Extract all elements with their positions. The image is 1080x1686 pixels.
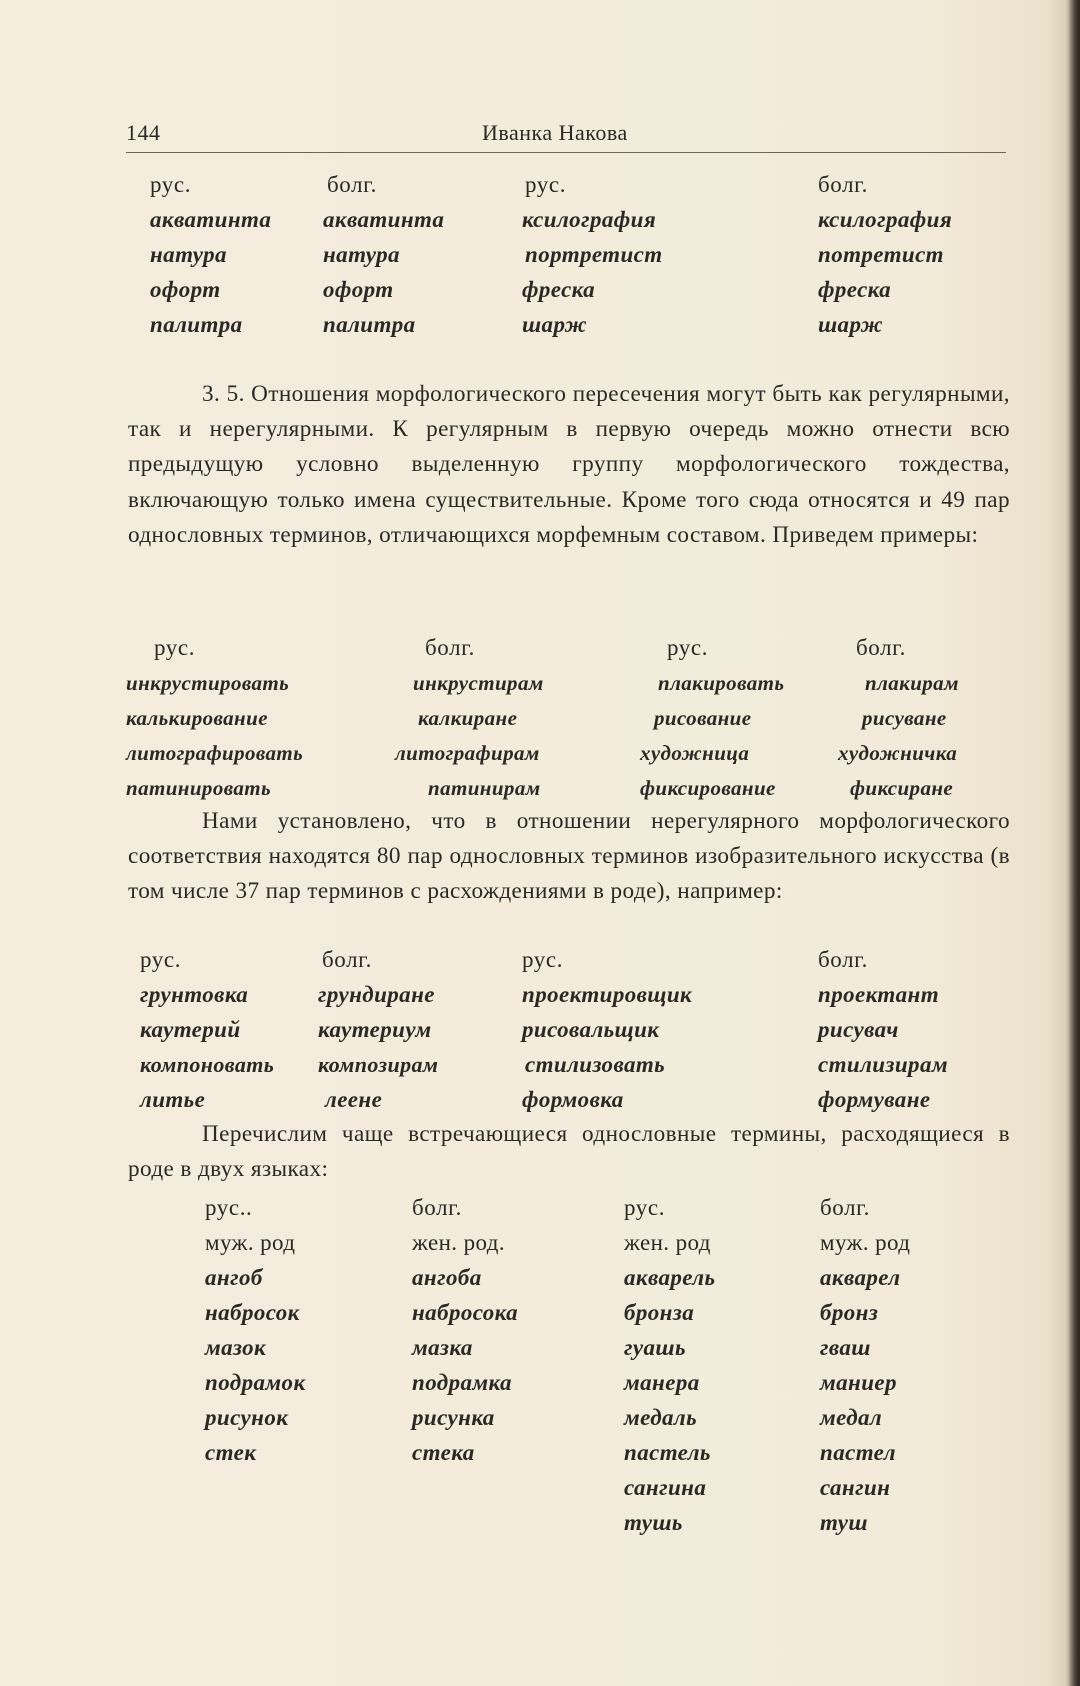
table-cell: фреска bbox=[818, 277, 892, 302]
table-cell: жен. род. bbox=[412, 1230, 505, 1255]
table-cell: рисунок bbox=[205, 1405, 289, 1430]
table-row bbox=[0, 703, 1080, 738]
table-cell: рус. bbox=[525, 172, 567, 197]
table-cell: подрамка bbox=[412, 1370, 512, 1395]
table-cell: фиксиране bbox=[850, 776, 954, 800]
table-cell: гваш bbox=[820, 1335, 871, 1360]
paragraph-irregular-relations: Нами установлено, что в отношении нерегулярного морфологического соответствия находятся 80 пар однословных терминов изобразительного искусства (в том числе 37 пар терминов с расхождениями в роде), например: bbox=[128, 808, 1010, 905]
term-table-2 bbox=[0, 633, 1080, 808]
table-cell: офорт bbox=[323, 277, 394, 302]
table-row bbox=[0, 668, 1080, 703]
table-cell: рисувач bbox=[818, 1017, 899, 1042]
table-row bbox=[0, 1403, 1080, 1438]
table-cell: муж. род bbox=[820, 1230, 911, 1255]
table-cell: болг. bbox=[425, 635, 475, 660]
table-row bbox=[0, 980, 1080, 1015]
table-cell: муж. род bbox=[205, 1230, 296, 1255]
table-cell: акватинта bbox=[150, 207, 272, 232]
table-cell: инкрустировать bbox=[126, 671, 290, 695]
table-cell: туш bbox=[820, 1510, 868, 1535]
page-header bbox=[126, 116, 1006, 153]
table-cell: набросок bbox=[205, 1300, 300, 1325]
table-cell: рус. bbox=[667, 635, 709, 660]
table-row bbox=[0, 310, 1080, 345]
table-cell: пастель bbox=[624, 1440, 711, 1465]
table-cell: проектант bbox=[818, 982, 940, 1007]
table-row bbox=[0, 633, 1080, 668]
table-cell: палитра bbox=[323, 312, 416, 337]
table-cell: каутерий bbox=[140, 1017, 241, 1042]
table-cell: литографирам bbox=[395, 741, 540, 765]
table-cell: болг. bbox=[856, 635, 906, 660]
table-row bbox=[0, 1263, 1080, 1298]
table-cell: акватинта bbox=[323, 207, 445, 232]
table-row bbox=[0, 1298, 1080, 1333]
table-cell: компоновать bbox=[140, 1052, 275, 1077]
table-cell: рисунка bbox=[412, 1405, 495, 1430]
table-cell: грундиране bbox=[318, 982, 435, 1007]
table-cell: художничка bbox=[838, 741, 958, 765]
table-cell: патинирам bbox=[428, 776, 541, 800]
table-cell: подрамок bbox=[205, 1370, 306, 1395]
table-cell: стек bbox=[205, 1440, 257, 1465]
table-cell: мазка bbox=[412, 1335, 473, 1360]
table-cell: болг. bbox=[412, 1195, 462, 1220]
table-row bbox=[0, 1015, 1080, 1050]
table-cell: рус. bbox=[522, 947, 564, 972]
table-cell: рисуване bbox=[862, 706, 947, 730]
table-cell: грунтовка bbox=[140, 982, 249, 1007]
table-cell: палитра bbox=[150, 312, 243, 337]
table-cell: акварель bbox=[624, 1265, 716, 1290]
paragraph-gender-divergence: Перечислим чаще встречающиеся однословные термины, расходящиеся в роде в двух языках: bbox=[128, 1121, 1010, 1183]
table-cell: проектировщик bbox=[522, 982, 693, 1007]
table-cell: болг. bbox=[322, 947, 372, 972]
table-cell: натура bbox=[323, 242, 400, 267]
table-cell: стека bbox=[412, 1440, 475, 1465]
table-row bbox=[0, 205, 1080, 240]
table-row bbox=[0, 1193, 1080, 1228]
table-cell: рус. bbox=[154, 635, 196, 660]
table-row bbox=[0, 240, 1080, 275]
table-cell: натура bbox=[150, 242, 227, 267]
table-cell: художница bbox=[640, 741, 750, 765]
table-cell: литографировать bbox=[126, 741, 304, 765]
table-cell: стилизовать bbox=[525, 1052, 666, 1077]
table-cell: рисовальщик bbox=[522, 1017, 660, 1042]
table-row bbox=[0, 945, 1080, 980]
table-row bbox=[0, 1085, 1080, 1120]
table-cell: болг. bbox=[327, 172, 377, 197]
table-cell: сангин bbox=[820, 1475, 891, 1500]
page-edge-shadow bbox=[1066, 0, 1080, 1686]
table-row bbox=[0, 773, 1080, 808]
table-cell: шарж bbox=[522, 312, 588, 337]
term-table-1 bbox=[0, 170, 1080, 345]
table-cell: пастел bbox=[820, 1440, 896, 1465]
running-head: Иванка Накова bbox=[482, 120, 628, 145]
table-cell: ксилография bbox=[522, 207, 657, 232]
table-cell: жен. род bbox=[624, 1230, 711, 1255]
table-cell: плакировать bbox=[658, 671, 785, 695]
table-cell: акварел bbox=[820, 1265, 901, 1290]
table-cell: каутериум bbox=[318, 1017, 432, 1042]
table-row bbox=[0, 1333, 1080, 1368]
term-table-3 bbox=[0, 945, 1080, 1120]
table-cell: бронза bbox=[624, 1300, 695, 1325]
table-row bbox=[0, 275, 1080, 310]
table-cell: манера bbox=[624, 1370, 700, 1395]
table-row bbox=[0, 1438, 1080, 1473]
table-cell: фреска bbox=[522, 277, 596, 302]
table-cell: шарж bbox=[818, 312, 884, 337]
table-cell: офорт bbox=[150, 277, 221, 302]
table-cell: ангоб bbox=[205, 1265, 263, 1290]
table-row bbox=[0, 1508, 1080, 1543]
page-number: 144 bbox=[126, 120, 161, 145]
table-cell: рус. bbox=[140, 947, 182, 972]
table-cell: болг. bbox=[818, 172, 868, 197]
table-cell: набросока bbox=[412, 1300, 519, 1325]
table-cell: инкрустирам bbox=[413, 671, 544, 695]
table-cell: патинировать bbox=[126, 776, 272, 800]
table-cell: тушь bbox=[624, 1510, 683, 1535]
table-cell: рисование bbox=[654, 706, 752, 730]
table-row bbox=[0, 170, 1080, 205]
table-cell: маниер bbox=[820, 1370, 897, 1395]
table-row bbox=[0, 1368, 1080, 1403]
table-cell: калкиране bbox=[418, 706, 518, 730]
paragraph-regular-relations: 3. 5. Отношения морфологического пересечения могут быть как регулярными, так и нерегулярными. К регулярным в первую очередь можно отнести всю предыдущую условно выделенную группу морфологического тождества, включающую только имена существительные. Кроме того сюда относятся и 49 пар однословных терминов, отличающихся морфемным составом. Приведем примеры: bbox=[128, 381, 1010, 548]
table-cell: ангоба bbox=[412, 1265, 482, 1290]
table-cell: медал bbox=[820, 1405, 883, 1430]
table-cell: медаль bbox=[624, 1405, 698, 1430]
table-cell: болг. bbox=[818, 947, 868, 972]
table-cell: формуване bbox=[818, 1087, 931, 1112]
table-cell: литье bbox=[140, 1087, 206, 1112]
table-row bbox=[0, 1228, 1080, 1263]
table-cell: бронз bbox=[820, 1300, 879, 1325]
table-cell: калькирование bbox=[126, 706, 268, 730]
table-cell: мазок bbox=[205, 1335, 267, 1360]
table-cell: рус. bbox=[150, 172, 192, 197]
table-cell: болг. bbox=[820, 1195, 870, 1220]
table-cell: рус.. bbox=[205, 1195, 253, 1220]
table-cell: гуашь bbox=[624, 1335, 686, 1360]
table-row bbox=[0, 738, 1080, 773]
table-cell: леене bbox=[325, 1087, 383, 1112]
table-cell: потретист bbox=[818, 242, 944, 267]
table-cell: фиксирование bbox=[640, 776, 776, 800]
table-cell: плакирам bbox=[865, 671, 959, 695]
table-cell: портретист bbox=[525, 242, 663, 267]
table-cell: сангина bbox=[624, 1475, 707, 1500]
table-cell: рус. bbox=[624, 1195, 666, 1220]
table-cell: стилизирам bbox=[818, 1052, 949, 1077]
table-row bbox=[0, 1473, 1080, 1508]
table-cell: композирам bbox=[318, 1052, 439, 1077]
term-table-4 bbox=[0, 1193, 1080, 1543]
table-cell: формовка bbox=[522, 1087, 624, 1112]
table-row bbox=[0, 1050, 1080, 1085]
table-cell: ксилография bbox=[818, 207, 953, 232]
